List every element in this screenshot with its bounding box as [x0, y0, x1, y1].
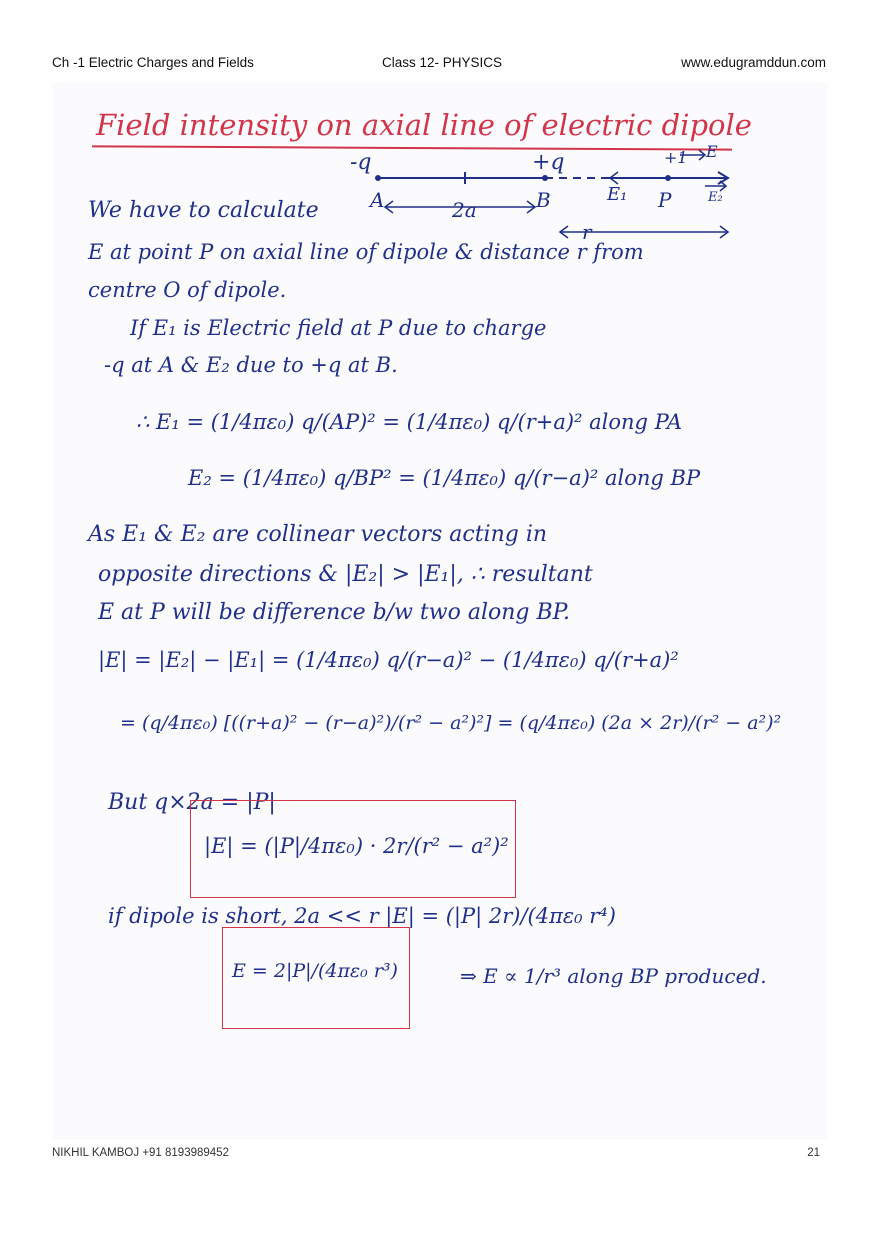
equation-e2: E₂ = (1/4πε₀) q/BP² = (1/4πε₀) q/(r−a)² along BP	[188, 466, 701, 490]
note-line-4: If E₁ is Electric field at P due to charge	[130, 316, 547, 340]
short-dipole-condition: if dipole is short, 2a << r |E| = (|P| 2r)/(4πε₀ r⁴)	[108, 904, 616, 928]
note-line-1: We have to calculate	[88, 198, 319, 223]
equation-simplified: = (q/4πε₀) [((r+a)² − (r−a)²)/(r² − a²)²] = (q/4πε₀) (2a × 2r)/(r² − a²)²	[120, 712, 782, 734]
note-line-5: -q at A & E₂ due to +q at B.	[104, 353, 398, 377]
equation-resultant: |E| = |E₂| − |E₁| = (1/4πε₀) q/(r−a)² − (1/4πε₀) q/(r+a)²	[98, 648, 679, 672]
unit-charge: +1	[664, 148, 688, 167]
footer-author: NIKHIL KAMBOJ +91 8193989452	[52, 1147, 229, 1159]
equation-short-dipole: E = 2|P|/(4πε₀ r³)	[232, 960, 398, 982]
separation-label: 2a	[452, 198, 477, 222]
distance-label: r	[582, 220, 592, 244]
notes-title: Field intensity on axial line of electric dipole	[96, 108, 752, 142]
charge-minus-q: -q	[350, 150, 372, 175]
proportionality-conclusion: ⇒ E ∝ 1/r³ along BP produced.	[460, 964, 767, 988]
e2-label: E₂	[708, 190, 723, 205]
note-line-3: centre O of dipole.	[88, 278, 287, 302]
point-p: P	[658, 188, 672, 212]
header-class: Class 12- PHYSICS	[382, 55, 503, 70]
point-b: B	[536, 188, 551, 212]
page-number: 21	[807, 1147, 820, 1159]
equation-field-magnitude: |E| = (|P|/4πε₀) · 2r/(r² − a²)²	[204, 834, 509, 858]
dipole-moment-relation: But q×2a = |P|	[108, 790, 276, 815]
equation-e1: ∴ E₁ = (1/4πε₀) q/(AP)² = (1/4πε₀) q/(r+a)² along PA	[136, 410, 683, 434]
field-label: E	[706, 142, 718, 161]
header-chapter: Ch -1 Electric Charges and Fields	[52, 55, 254, 70]
header-website: www.edugramddun.com	[681, 55, 826, 70]
e1-label: E₁	[607, 184, 628, 205]
point-a: A	[370, 188, 385, 212]
note-line-9: opposite directions & |E₂| > |E₁|, ∴ resultant	[98, 562, 593, 587]
note-line-2: E at point P on axial line of dipole & distance r from	[88, 240, 644, 264]
note-line-8: As E₁ & E₂ are collinear vectors acting in	[88, 522, 548, 547]
note-line-10: E at P will be difference b/w two along BP.	[98, 600, 570, 625]
charge-plus-q: +q	[532, 150, 565, 175]
